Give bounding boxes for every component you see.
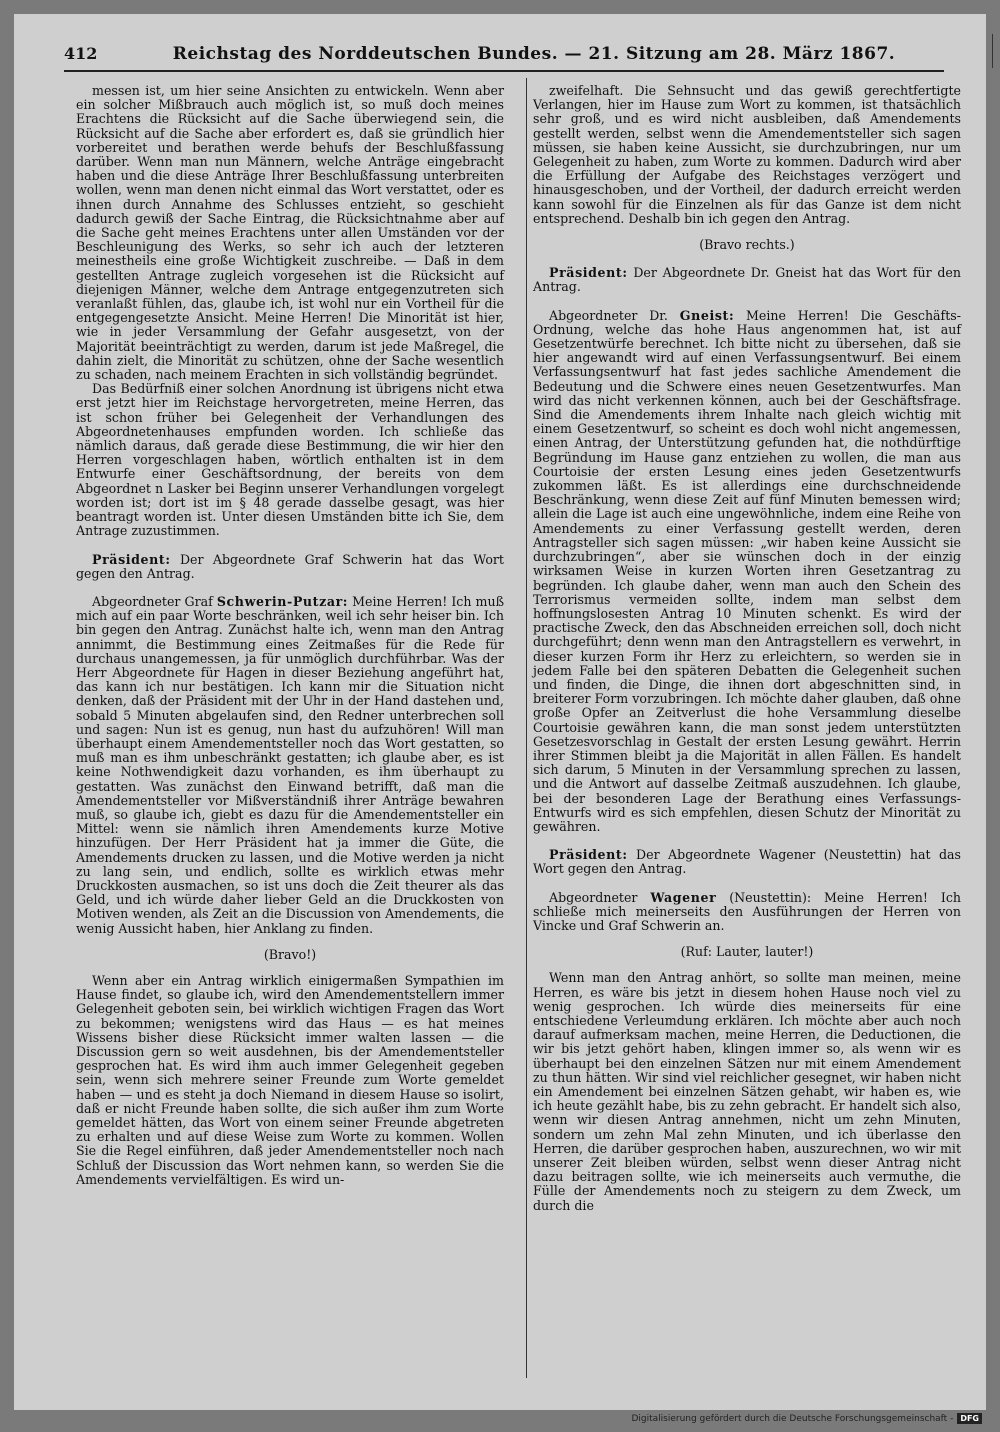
footer-text: Digitalisierung gefördert durch die Deutsche Forschungsgemeinschaft -: [631, 1413, 954, 1424]
speaker-paragraph: Präsident: Der Abgeordnete Dr. Gneist hat das Wort für den Antrag.: [533, 265, 961, 295]
speaker-wagener: Wagener: [650, 889, 717, 905]
speaker-praesident: Präsident:: [92, 551, 171, 567]
speaker-paragraph: Präsident: Der Abgeordnete Graf Schwerin hat das Wort gegen den Antrag.: [76, 551, 504, 581]
paragraph: Das Bedürfniß einer solchen Anordnung ist übrigens nicht etwa erst jetzt hier im Reichstage hervorgetreten, meine Herren, das ist schon früher bei Gelegenheit der Verhandlungen des Abgeordnetenhauses empfunden worden. Ich schließe das nämlich daraus, daß gerade diese Bestimmung, die wir hier den Herren vorgeschlagen haben, wörtlich enthalten ist in dem Entwurfe einer Geschäftsordnung, der bereits von dem Abgeordnet n Lasker bei Beginn unserer Verhandlungen vorgelegt worden ist; dort ist im § 48 gerade dasselbe gesagt, was hier beantragt worden ist. Unter diesen Umständen bitte ich Sie, dem Antrage zuzustimmen.: [76, 381, 504, 539]
page: [14, 14, 986, 1410]
footer-credit: [631, 1413, 982, 1424]
scan-edge-mark: [992, 34, 997, 68]
dfg-logo: DFG: [957, 1413, 982, 1424]
right-column: [533, 84, 961, 1213]
speaker-schwerin: Schwerin-Putzar:: [216, 593, 349, 609]
column-divider: [526, 78, 527, 1378]
paragraph: Wenn aber ein Antrag wirklich einigermaßen Sympathien im Hause findet, so glaube ich, wird den Amendementstellern immer Gelegenheit geboten sein, bei wirklich wichtigen Fragen das Wort zu bekommen; wenigstens wird das Haus — es hat meines Wissens bisher diese Rücksicht immer walten lassen — die Discussion gern so weit ausdehnen, bis der Amendementsteller gesprochen hat. Es wird ihm auch immer Gelegenheit gegeben sein, wenn sich mehrere seiner Freunde zum Worte gemeldet haben — und es steht ja doch Niemand in diesem Hause so isolirt, daß er nicht Freunde haben sollte, die sich außer ihm zum Worte gemeldet hätten, das Wort von einem seiner Freunde abgetreten zu erhalten und auf diese Weise zum Worte zu kommen. Wollen Sie die Regel einführen, daß jeder Amendementsteller noch nach Schluß der Discussion das Wort nehmen kann, so werden Sie die Amendements vervielfältigen. Es wird un-: [76, 972, 504, 1187]
speaker-paragraph: Abgeordneter Wagener (Neustettin): Meine Herren! Ich schließe mich meinerseits den Ausführungen der Herren von Vincke und Graf Schwerin an.: [533, 889, 961, 933]
page-number: 412: [64, 44, 98, 63]
paragraph: Wenn man den Antrag anhört, so sollte man meinen, meine Herren, es wäre bis jetzt in diesem hohen Hause noch viel zu wenig gesprochen. Ich würde dies meinerseits für eine entschiedene Verleumdung erklären. Ich möchte aber auch noch darauf aufmerksam machen, meine Herren, die Deductionen, die wir bis jetzt gehört haben, klingen immer so, als wenn wir es überhaupt bei den einzelnen Sätzen nur mit einem Amendement zu thun hätten. Wir sind viel reichlicher gesegnet, wir haben nicht ein Amendement bei einzelnen Sätzen gehabt, wir haben es, wie ich heute gezählt habe, bis zu zehn gebracht. Er handelt sich also, wenn wir diesen Antrag annehmen, nicht um zehn Minuten, sondern um zehn Mal zehn Minuten, und ich überlasse den Herren, die darüber gesprochen haben, auszurechnen, wo wir mit unserer Zeit bleiben würden, selbst wenn dieser Antrag nicht dazu beitragen sollte, wie ich meinerseits auch vermuthe, die Fülle der Amendements noch zu steigern zu dem Zweck, um durch die: [533, 970, 961, 1213]
page-header: [64, 44, 944, 72]
speaker-paragraph: Abgeordneter Dr. Gneist: Meine Herren! Die Geschäfts-Ordnung, welche das hohe Haus angenommen hat, ist auf Gesetzentwürfe berechnet. Ich bitte nicht zu übersehen, daß sie hier angewandt wird auf einen Verfassungsentwurf. Bei einem Verfassungsentwurf hat fast jedes sachliche Amendement die Bedeutung und die Schwere eines neuen Gesetzentwurfes. Man wird das nicht verkennen können, auch bei der Geschäftsfrage. Sind die Amendements ihrem Inhalte nach gleich wichtig mit einem Gesetzentwurf, so scheint es doch wohl nicht angemessen, einen Antrag, der Unterstützung gefunden hat, die nothdürftige Begründung im Hause ganz entziehen zu wollen, die man aus Courtoisie der ersten Lesung eines jeden Gesetzentwurfs zukommen läßt. Es ist allerdings eine durchschneidende Beschränkung, wenn diese Zeit auf fünf Minuten bemessen wird; allein die Lage ist auch eine ungewöhnliche, indem eine Reihe von Amendements zu einer Verfassung gestellt werden, deren Antragsteller sich sagen müssen: „wir haben keine Aussicht sie durchzubringen“, aber sie wünschen doch in der einzig wirksamen Weise in kurzen Worten ihren Gesetzantrag zu begründen. Ich glaube daher, wenn man auch den Schein des Terrorismus vermeiden sollte, indem man selbst dem hoffnungslosesten Antrag 10 Minuten schenkt. Es wird der practische Zweck, den das Abschneiden erreichen soll, doch nicht durchgeführt; denn wenn man den Antragstellern es verwehrt, in dieser kurzen Form ihr Herz zu erleichtern, so werden sie in jedem Falle bei den späteren Debatten die Gelegenheit suchen und finden, die Dinge, die ihnen dort abgeschnitten sind, in breiterer Form vorzubringen. Ich möchte daher glauben, daß ohne große Opfer an Zeitverlust die hohe Versammlung dieselbe Courtoisie gewähren kann, die man sonst jedem unterstützten Gesetzesvorschlag in Gestalt der ersten Lesung gewährt. Herrin ihrer Stimmen bleibt ja die Majorität in allen Fällen. Es handelt sich darum, 5 Minuten in der Versammlung sprechen zu lassen, und die Antwort auf dasselbe Zeitmaß auszudehnen. Ich glaube, bei der besonderen Lage der Berathung eines Verfassungs-Entwurfs wird es sich empfehlen, diesen Schutz der Minorität zu gewähren.: [533, 307, 961, 834]
speaker-praesident: Präsident:: [549, 847, 628, 863]
left-column: [76, 84, 504, 1187]
paragraph: messen ist, um hier seine Ansichten zu entwickeln. Wenn aber ein solcher Mißbrauch auch möglich ist, so muß doch meines Erachtens die Rücksicht auf die Sache überwiegend sein, die Rücksicht auf die Sache aber erfordert es, daß sie gründlich hier vorbereitet und berathen werde behufs der Beschlußfassung darüber. Wenn man nun Männern, welche Anträge eingebracht haben und die diese Anträge Ihrer Beschlußfassung unterbreiten wollen, wenn man denen nicht einmal das Wort verstattet, oder es ihnen durch Annahme des Schlusses entzieht, so geschieht dadurch gewiß der Sache Eintrag, die Rücksichtnahme aber auf die Sache geht meines Erachtens unter allen Umständen vor der Beschleunigung des Werks, so sehr ich auch der letzteren meinestheils eine große Wichtigkeit zuschreibe. — Daß in dem gestellten Antrage zugleich vorgesehen ist die Rücksicht auf diejenigen Männer, welche dem Antrage entgegenzutreten sich veranlaßt fühlen, das, glaube ich, ist wohl nur ein Vortheil für die entgegengesetzte Ansicht. Meine Herren! Die Minorität ist hier, wie in jeder Versammlung der Gefahr ausgesetzt, von der Majorität beeinträchtigt zu werden, darum ist jede Maßregel, die dahin zielt, die Minorität zu schützen, ohne der Sache wesentlich zu schaden, nach meinem Erachten in sich vollständig begründet.: [76, 83, 504, 383]
speaker-paragraph: Präsident: Der Abgeordnete Wagener (Neustettin) hat das Wort gegen den Antrag.: [533, 847, 961, 877]
speaker-paragraph: Abgeordneter Graf Schwerin-Putzar: Meine Herren! Ich muß mich auf ein paar Worte beschränken, weil ich sehr heiser bin. Ich bin gegen den Antrag. Zunächst halte ich, wenn man den Antrag annimmt, die Bestimmung eines Zeitmaßes für die Rede für durchaus unangemessen, ja für unmöglich durchführbar. Was der Herr Abgeordnete für Hagen in dieser Beziehung angeführt hat, das kann ich nur bestätigen. Ich kann mir die Situation nicht denken, daß der Präsident mit der Uhr in der Hand dastehen und, sobald 5 Minuten abgelaufen sind, den Redner unterbrechen soll und sagen: Nun ist es genug, nun hast du aufzuhören! Will man überhaupt einem Amendementsteller noch das Wort gestatten, so muß man es ihm unbeschränkt gestatten; ich glaube aber, es ist keine Nothwendigkeit dazu vorhanden, es ihm überhaupt zu gestatten. Was zunächst den Einwand betrifft, daß man die Amendementsteller vor Mißverständniß ihrer Anträge bewahren muß, so glaube ich, giebt es dazu für die Amendementsteller ein Mittel: wenn sie nämlich ihren Amendements kurze Motive hinzufügen. Der Herr Präsident hat ja immer die Güte, die Amendements drucken zu lassen, und die Motive werden ja nicht zu lang sein, und endlich, sollte es wirklich etwas mehr Druckkosten ausmachen, so ist uns doch die Zeit theurer als das Geld, und ich würde daher lieber Geld an die Druckkosten von Motiven wenden, als Zeit an die Discussion von Amendements, die wenig Aussicht haben, hier Anklang zu finden.: [76, 593, 504, 936]
interjection: (Ruf: Lauter, lauter!): [680, 944, 814, 960]
interjection: (Bravo!): [263, 946, 317, 962]
speaker-gneist: Gneist:: [679, 307, 735, 323]
interjection: (Bravo rechts.): [699, 237, 795, 253]
speaker-praesident: Präsident:: [549, 265, 628, 281]
running-title: Reichstag des Norddeutschen Bundes. — 21. Sitzung am 28. März 1867.: [172, 44, 896, 64]
paragraph: zweifelhaft. Die Sehnsucht und das gewiß gerechtfertigte Verlangen, hier im Hause zum Wort zu kommen, ist thatsächlich sehr groß, und es wird nicht ausbleiben, daß Amendements gestellt werden, selbst wenn die Amendementsteller sich sagen müssen, sie haben keine Aussicht, sie durchzubringen, nur um Gelegenheit zu haben, zum Worte zu kommen. Dadurch wird aber die Erfüllung der Aufgabe des Reichstages verzögert und hinausgeschoben, und der Vortheil, der dadurch erreicht werden kann sowohl für die Einzelnen als für das Ganze ist dem nicht entsprechend. Deshalb bin ich gegen den Antrag.: [533, 83, 961, 226]
